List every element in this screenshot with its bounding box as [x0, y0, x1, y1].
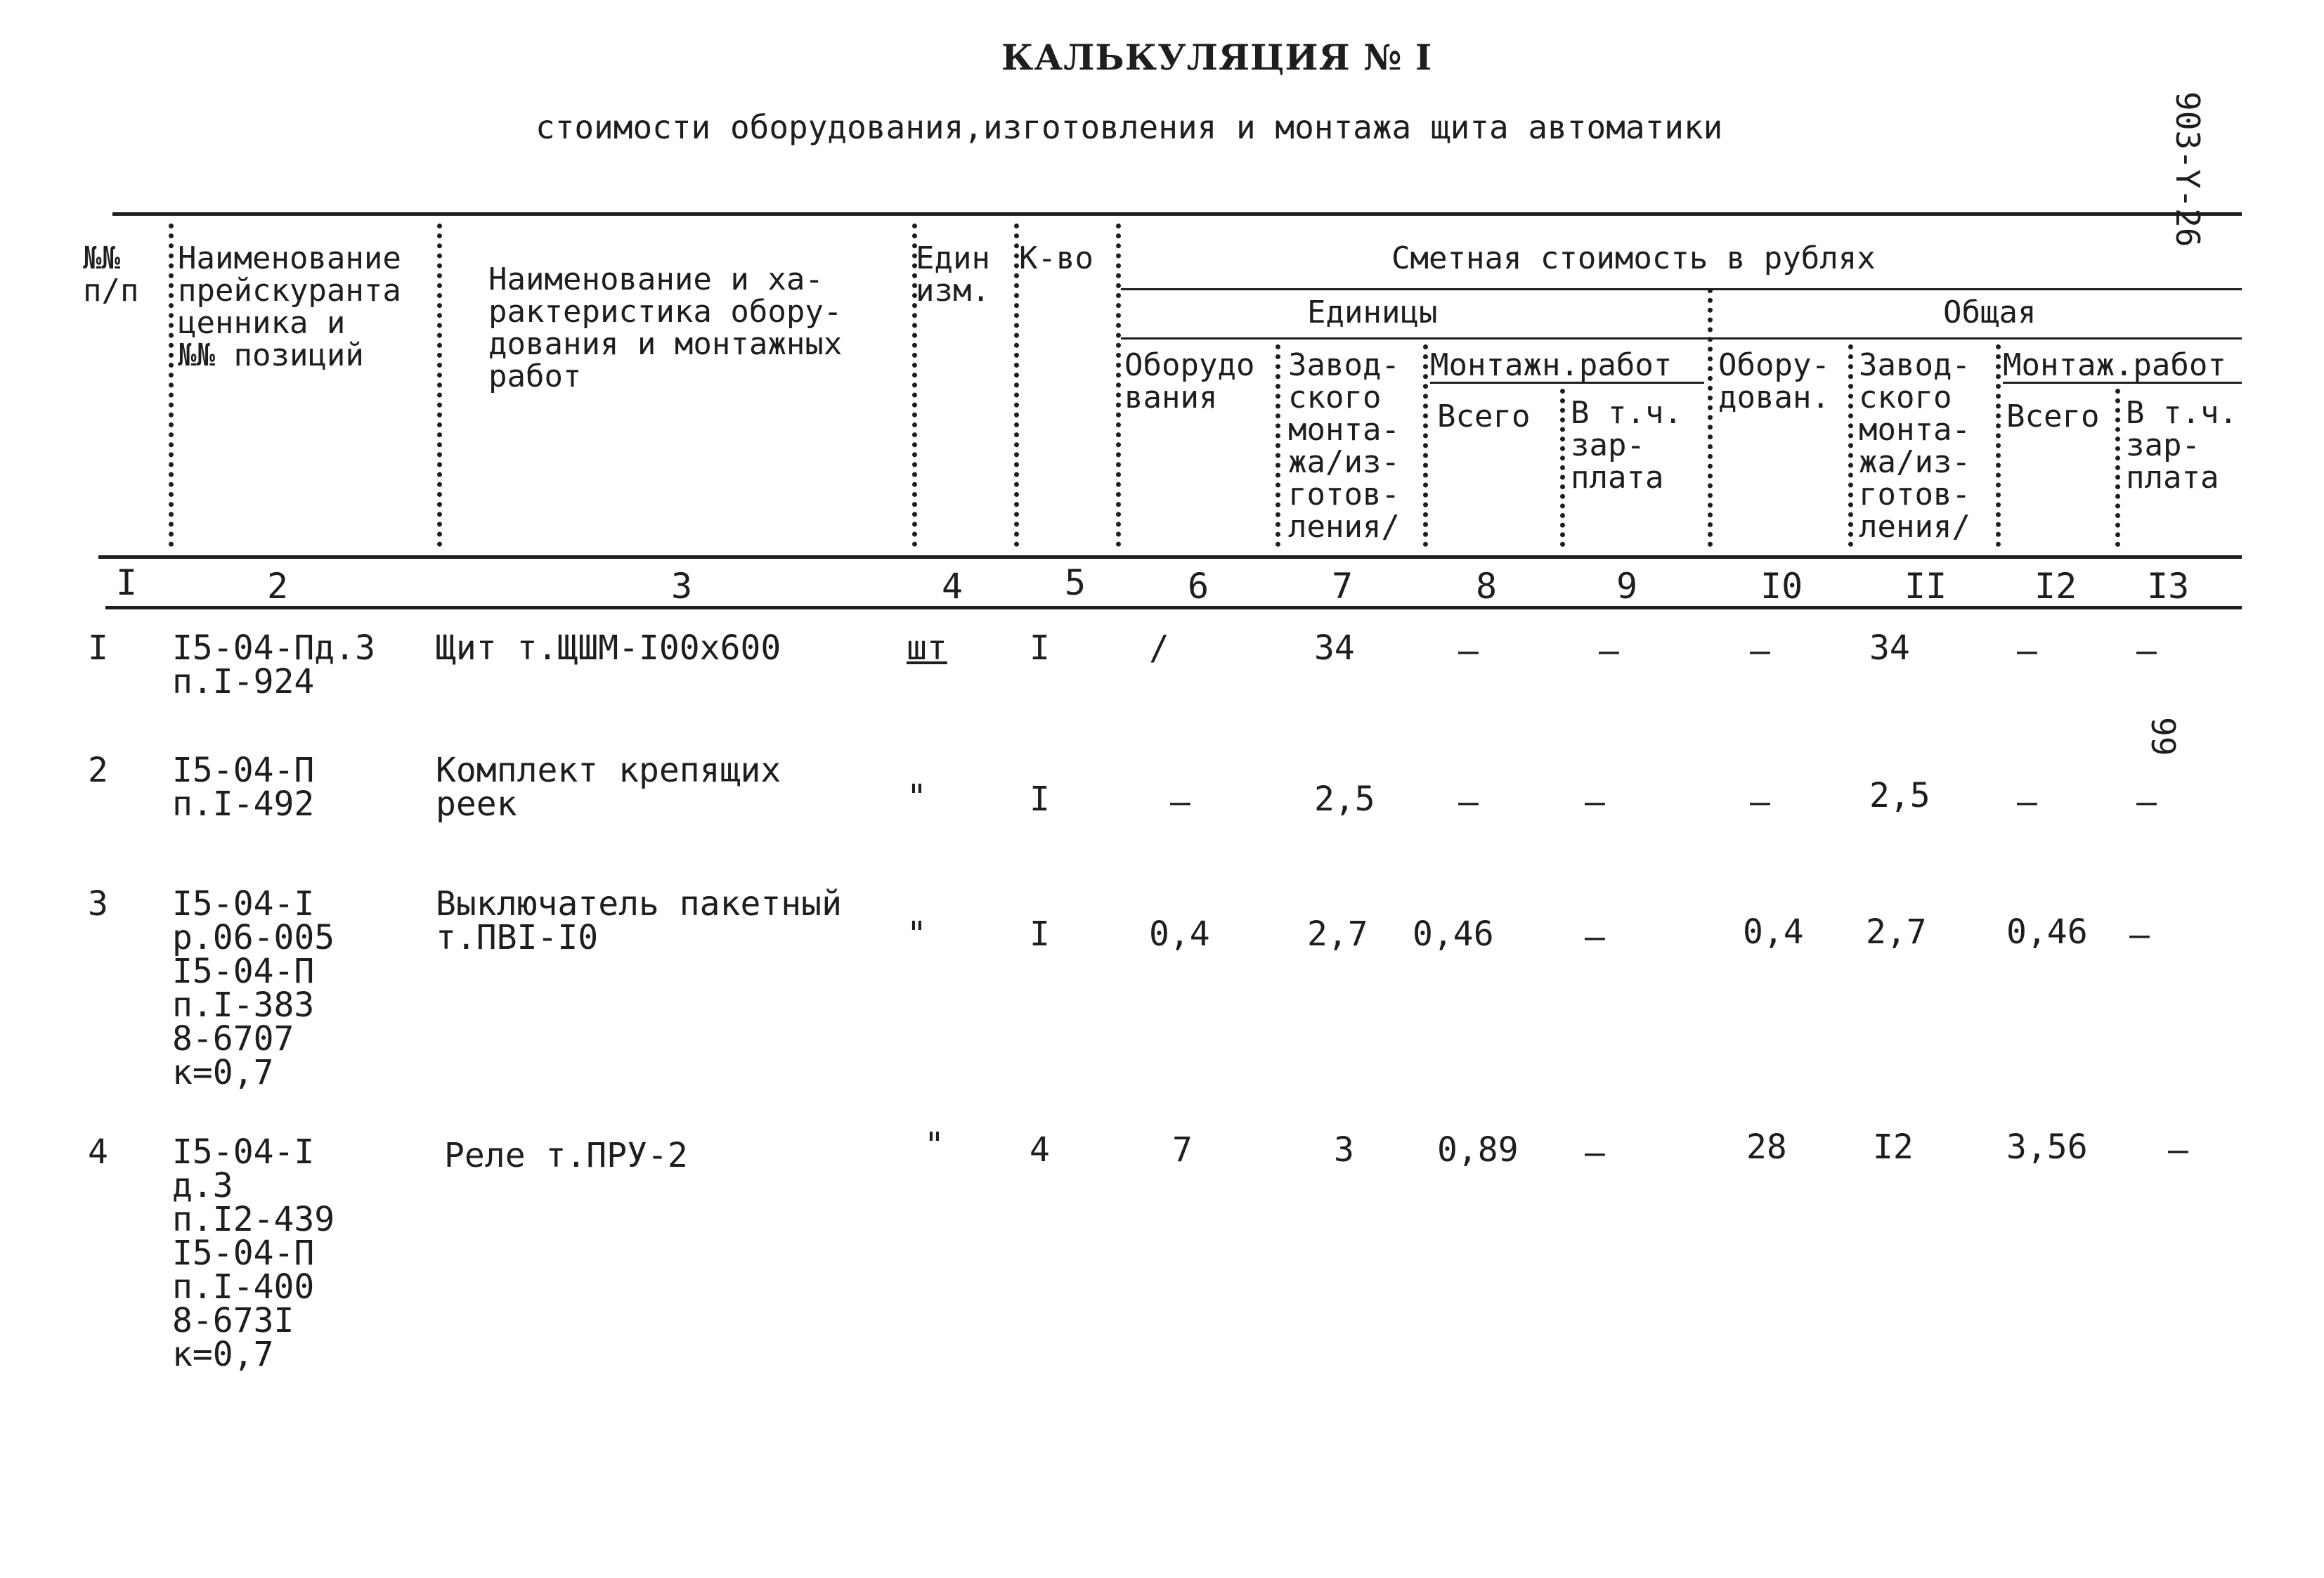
row-3-name: Выключатель пакетный т.ПВI-I0 [436, 884, 842, 957]
page-title: КАЛЬКУЛЯЦИЯ № I [1001, 37, 1433, 78]
col-sep-6 [1275, 344, 1280, 547]
row-3-unit: " [907, 914, 927, 954]
header-unit: Един изм. [916, 240, 990, 309]
row-4-wage-unit: – [1585, 1133, 1605, 1172]
col-sep-8 [1560, 389, 1565, 547]
row-2-factory-unit: 2,5 [1314, 780, 1375, 819]
row-2-equip-unit: – [1170, 782, 1190, 822]
row-1-wage-total: – [2136, 631, 2157, 671]
row-4-qty: 4 [1030, 1130, 1050, 1170]
row-1-equip-unit: / [1149, 628, 1169, 668]
column-number-11: II [1904, 566, 1947, 607]
page-subtitle: стоимости оборудования,изготовления и монтажа щита автоматики [535, 108, 1723, 146]
row-1-wage-unit: – [1599, 631, 1619, 671]
col-sep-2 [437, 224, 442, 547]
col-sep-12 [2115, 389, 2120, 547]
column-number-13: I3 [2147, 566, 2190, 607]
header-factory-total: Завод- ского монта- жа/из- готов- ления/ [1859, 347, 1971, 545]
row-1-number: I [88, 628, 108, 668]
header-mount-total: Монтаж.работ [2003, 347, 2226, 383]
column-number-2: 2 [267, 566, 289, 607]
col-sep-11 [1996, 344, 2001, 547]
row-3-wage-total: – [2129, 915, 2150, 955]
row-1-factory-total: 34 [1869, 628, 1910, 668]
column-number-9: 9 [1616, 566, 1638, 607]
row-1-equip-total: – [1750, 631, 1770, 671]
column-number-12: I2 [2034, 566, 2077, 607]
row-3-mount-unit: 0,46 [1413, 914, 1494, 954]
col-sep-unit-total [1708, 288, 1713, 547]
column-number-5: 5 [1065, 562, 1086, 603]
row-1-mount-total: – [2017, 631, 2037, 671]
row-4-factory-total: I2 [1873, 1127, 1914, 1167]
row-4-mount-total: 3,56 [2006, 1127, 2088, 1167]
row-3-number: 3 [88, 884, 108, 924]
column-number-10: I0 [1760, 566, 1803, 607]
header-equipment-name: Наименование и ха- рактеристика обору- дования и монтажных работ [488, 261, 843, 394]
row-2-mount-unit: – [1458, 782, 1479, 822]
row-3-factory-unit: 2,7 [1307, 914, 1368, 954]
col-sep-5 [1116, 224, 1121, 547]
row-2-equip-total: – [1750, 782, 1770, 822]
row-4-wage-total: – [2168, 1130, 2188, 1170]
row-1-qty: I [1030, 628, 1050, 668]
col-sep-1 [169, 224, 174, 547]
row-4-unit: " [924, 1125, 944, 1165]
row-4-number: 4 [88, 1132, 108, 1172]
row-4-factory-unit: 3 [1334, 1130, 1354, 1170]
header-mount-wage-unit: В т.ч. зар- плата [1571, 395, 1682, 496]
side-page-number: 99 [2144, 717, 2182, 756]
row-1-unit: шт [907, 628, 947, 668]
cost-group-rule [1121, 288, 2242, 290]
row-3-equip-unit: 0,4 [1149, 914, 1210, 954]
row-2-qty: I [1030, 780, 1050, 819]
row-4-equip-unit: 7 [1172, 1130, 1193, 1170]
column-number-1: I [116, 562, 138, 603]
row-2-mount-total: – [2017, 782, 2037, 822]
column-number-6: 6 [1188, 566, 1209, 607]
row-3-wage-unit: – [1585, 917, 1605, 957]
row-3-mount-total: 0,46 [2006, 912, 2088, 952]
row-2-wage-unit: – [1585, 782, 1605, 822]
header-bottom-rule [98, 555, 2242, 559]
row-4-mount-unit: 0,89 [1437, 1130, 1519, 1170]
column-number-3: 3 [671, 566, 693, 607]
row-4-pricelist: I5-04-I д.3 п.I2-439 I5-04-П п.I-400 8-673I к=0,7 [172, 1132, 335, 1374]
header-cost-group: Сметная стоимость в рублях [1391, 240, 1876, 276]
header-row-number: №№ п/п [83, 240, 139, 309]
header-total-group: Общая [1943, 295, 2037, 330]
row-4-equip-total: 28 [1746, 1127, 1787, 1167]
row-2-wage-total: – [2136, 782, 2157, 822]
row-2-unit: " [907, 777, 927, 817]
header-mount-all-unit: Всего [1437, 399, 1531, 434]
row-2-pricelist: I5-04-П п.I-492 [172, 751, 315, 824]
header-pricelist: Наименование прейскуранта ценника и №№ позиций [178, 240, 401, 373]
row-3-factory-total: 2,7 [1866, 912, 1927, 952]
side-code: 903-Y-26 [2169, 91, 2207, 247]
header-mount-wage-total: В т.ч. зар- плата [2126, 395, 2238, 496]
header-mount-unit: Монтажн.работ [1430, 347, 1673, 383]
column-number-8: 8 [1476, 566, 1498, 607]
row-2-factory-total: 2,5 [1869, 776, 1930, 815]
col-sep-4 [1014, 224, 1019, 547]
header-equip-unit: Оборудо вания [1124, 347, 1255, 415]
subgroup-rule [1121, 337, 2242, 339]
row-3-pricelist: I5-04-I р.06-005 I5-04-П п.I-383 8-6707 к=0,7 [172, 884, 335, 1092]
header-factory-unit: Завод- ского монта- жа/из- готов- ления/ [1288, 347, 1400, 545]
row-1-mount-unit: – [1458, 631, 1479, 671]
column-number-7: 7 [1332, 566, 1353, 607]
table-top-rule [112, 212, 2242, 216]
row-3-qty: I [1030, 914, 1050, 954]
row-4-name: Реле т.ПРУ-2 [444, 1136, 688, 1175]
header-equip-total: Обору- дован. [1718, 347, 1830, 415]
col-sep-7 [1423, 344, 1428, 547]
row-3-equip-total: 0,4 [1743, 912, 1804, 952]
row-1-pricelist: I5-04-Пд.3 п.I-924 [172, 628, 375, 701]
row-1-name: Щит т.ЩШМ-I00х600 [436, 628, 781, 668]
row-2-name: Комплект крепящих реек [436, 751, 781, 824]
row-2-number: 2 [88, 751, 108, 790]
row-1-factory-unit: 34 [1314, 628, 1355, 668]
header-mount-all-total: Всего [2006, 399, 2100, 434]
column-number-4: 4 [942, 566, 963, 607]
col-sep-10 [1848, 344, 1853, 547]
header-quantity: К-во [1019, 240, 1093, 276]
header-unit-group: Единицы [1307, 295, 1438, 330]
